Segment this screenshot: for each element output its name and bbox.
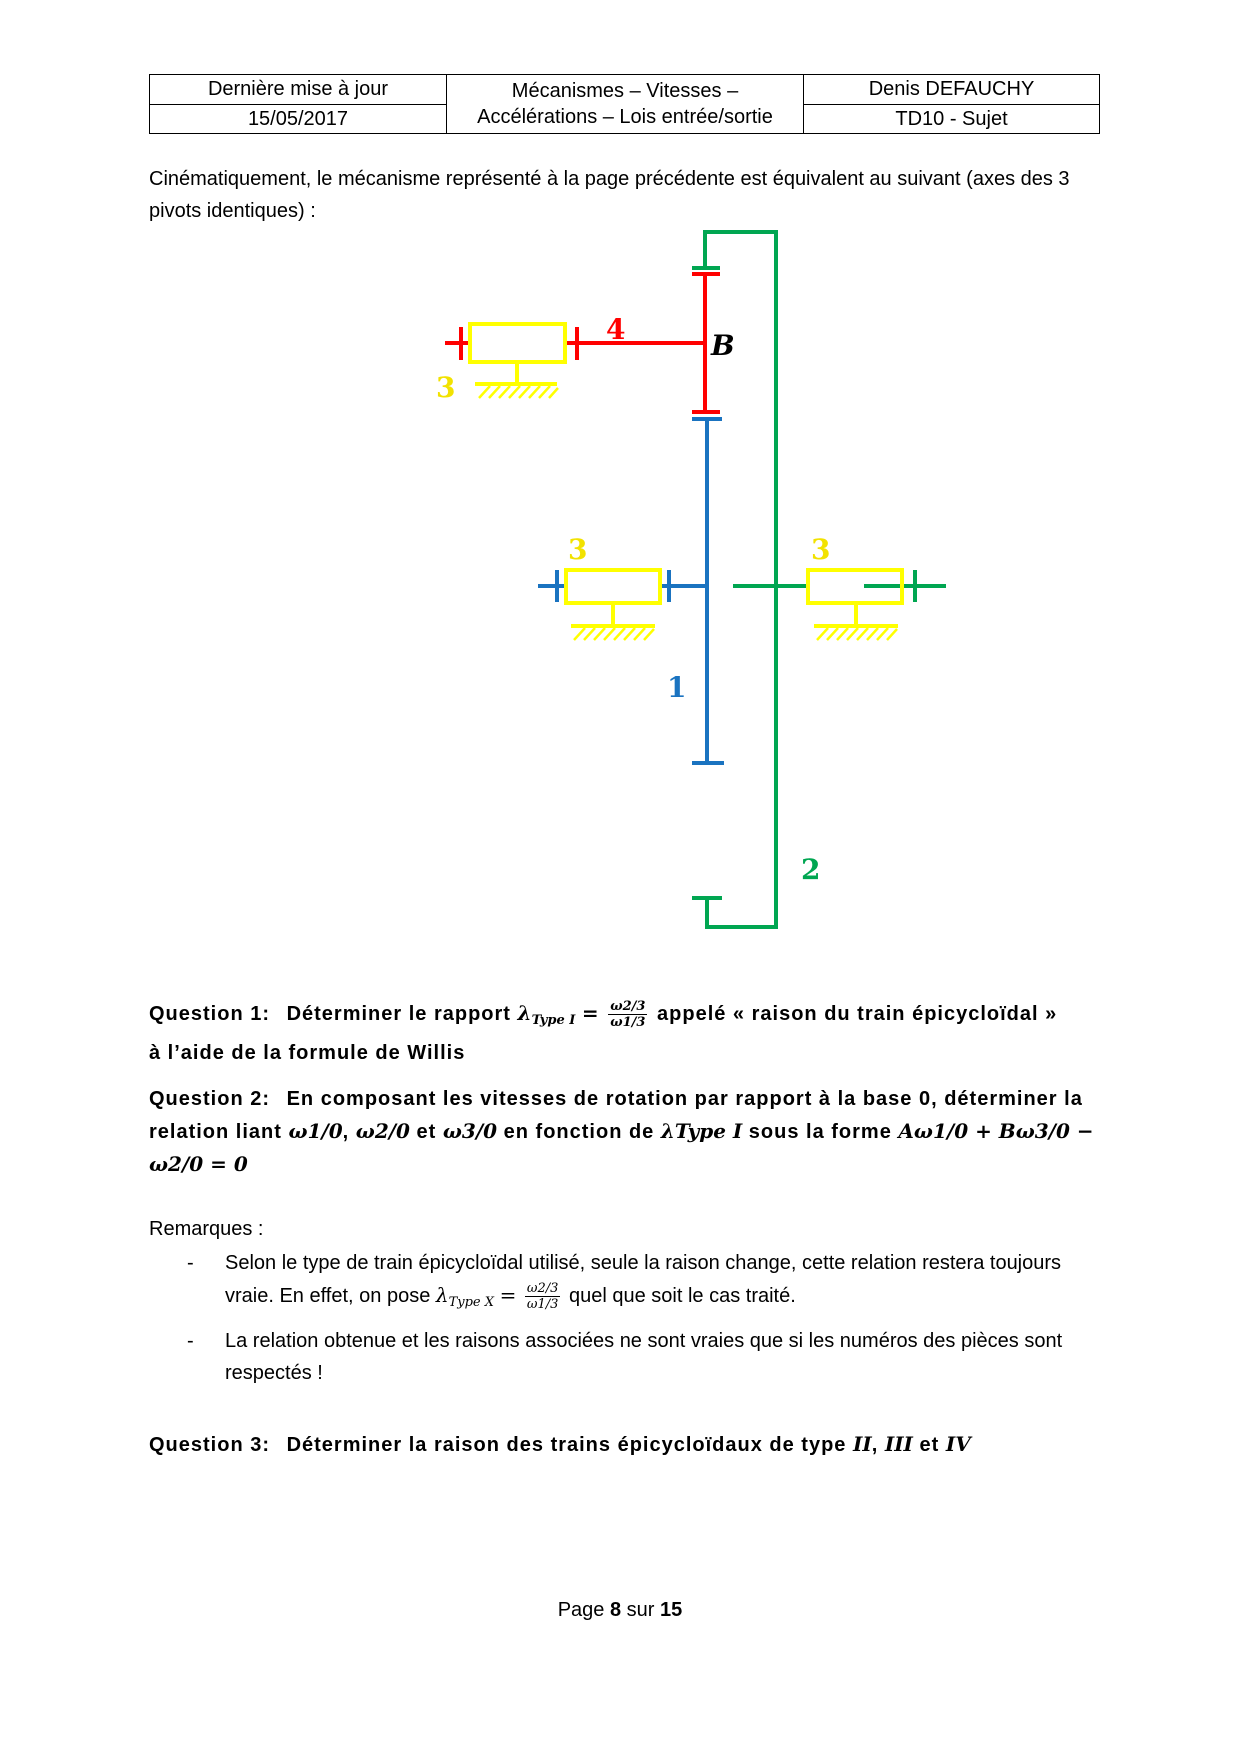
question-2-text-a: En composant les vitesses de rotation par rapport à la base 0, déterminer la relation liant xyxy=(149,1088,1083,1143)
label-part-1: 1 xyxy=(667,671,687,704)
type-ii: II xyxy=(853,1432,872,1456)
footer-page-number: 8 xyxy=(609,1599,622,1621)
header-title-line1: Mécanismes – Vitesses – xyxy=(511,80,739,102)
header-doc-id: TD10 - Sujet xyxy=(804,104,1100,134)
question-2-text-b: en fonction de xyxy=(503,1121,655,1143)
label-frame-right: 3 xyxy=(811,533,831,566)
footer-page-word: Page xyxy=(557,1599,605,1621)
and-word: et xyxy=(416,1121,437,1143)
and-word: et xyxy=(919,1434,940,1456)
footer-page-total: 15 xyxy=(660,1599,683,1621)
lambda-subscript: Type X xyxy=(448,1295,494,1310)
question-1-text-c: à l’aide de la formule de Willis xyxy=(149,1042,466,1064)
lambda-type-i: λType I xyxy=(660,1119,743,1143)
remark-item: - Selon le type de train épicycloïdal utilisé, seule la raison change, cette relation restera toujours vraie. En effet, on pose $\lambda_{Type X}$ = $\frac{\omega 2/3}{\omega 1/3}$ quel que soit le cas traité. xyxy=(187,1252,1062,1313)
omega-2-0: ω2/0 xyxy=(355,1119,410,1143)
formula-part-b: ω2/0 = 0 xyxy=(149,1152,248,1176)
question-1-label: Question 1: xyxy=(149,1003,271,1025)
intro-paragraph: Cinématiquement, le mécanisme représenté à la page précédente est équivalent au suivant (axes des 3 pivots identiques) : xyxy=(149,168,1070,222)
equals-sign: = xyxy=(581,1001,599,1025)
page-footer xyxy=(0,1599,1240,1622)
remark-2-text: La relation obtenue et les raisons associées ne sont vraies que si les numéros des pièces sont respectés ! xyxy=(225,1330,1063,1384)
type-iii: III xyxy=(884,1432,913,1456)
remark-item: - La relation obtenue et les raisons associées ne sont vraies que si les numéros des pièces sont respectés ! xyxy=(187,1330,1063,1384)
question-3-label: Question 3: xyxy=(149,1434,271,1456)
question-3 xyxy=(149,1428,1099,1461)
label-part-4: 4 xyxy=(606,313,626,346)
header-date: 15/05/2017 xyxy=(150,104,447,134)
omega-1-0: ω1/0 xyxy=(288,1119,343,1143)
header-update-label: Dernière mise à jour xyxy=(150,75,447,105)
omega-3-0: ω3/0 xyxy=(442,1119,498,1143)
lambda-symbol: λ xyxy=(517,1001,532,1025)
fraction-denominator: ω1/3 xyxy=(610,1015,646,1031)
fraction-numerator: ω2/3 xyxy=(610,999,646,1015)
label-frame-mid: 3 xyxy=(568,533,588,566)
question-1-text-b: appelé « raison du train épicycloïdal » xyxy=(657,1003,1058,1025)
equals-sign: = xyxy=(499,1283,517,1307)
question-1-text-a: Déterminer le rapport xyxy=(286,1003,511,1025)
lambda-symbol: λ xyxy=(435,1283,449,1307)
fraction-numerator: ω2/3 xyxy=(526,1281,559,1297)
footer-sur-word: sur xyxy=(626,1599,655,1621)
header-title-line2: Accélérations – Lois entrée/sortie xyxy=(477,106,773,128)
fraction-denominator: ω1/3 xyxy=(526,1297,559,1313)
question-2 xyxy=(149,1083,1099,1181)
label-frame-left: 3 xyxy=(436,371,456,404)
label-part-2: 2 xyxy=(801,853,821,886)
remark-1-text-a: Selon le type de train épicycloïdal utilisé, seule la raison change, cette relation restera toujours vraie. En effet, on pose xyxy=(225,1252,1062,1307)
remarks-list xyxy=(149,1247,1099,1389)
question-1 xyxy=(149,997,1099,1069)
question-2-text-c: sous la forme xyxy=(748,1121,892,1143)
formula-part-a: Aω1/0 + Bω3/0 − xyxy=(898,1119,1094,1143)
lambda-subscript: Type I xyxy=(531,1013,576,1028)
label-point-b: B xyxy=(711,329,735,362)
question-3-text: Déterminer la raison des trains épicycloïdaux de type xyxy=(286,1434,847,1456)
remarks-title: Remarques : xyxy=(149,1218,264,1240)
separator: , xyxy=(871,1434,879,1456)
part-3-yellow xyxy=(470,324,902,626)
remark-1-text-b: quel que soit le cas traité. xyxy=(568,1285,796,1307)
type-iv: IV xyxy=(945,1432,971,1456)
separator: , xyxy=(342,1121,350,1143)
ratio-fraction xyxy=(608,999,647,1030)
remarks-section xyxy=(149,1213,1099,1395)
question-2-label: Question 2: xyxy=(149,1088,271,1110)
ratio-fraction xyxy=(525,1281,561,1312)
header-author: Denis DEFAUCHY xyxy=(804,75,1100,105)
